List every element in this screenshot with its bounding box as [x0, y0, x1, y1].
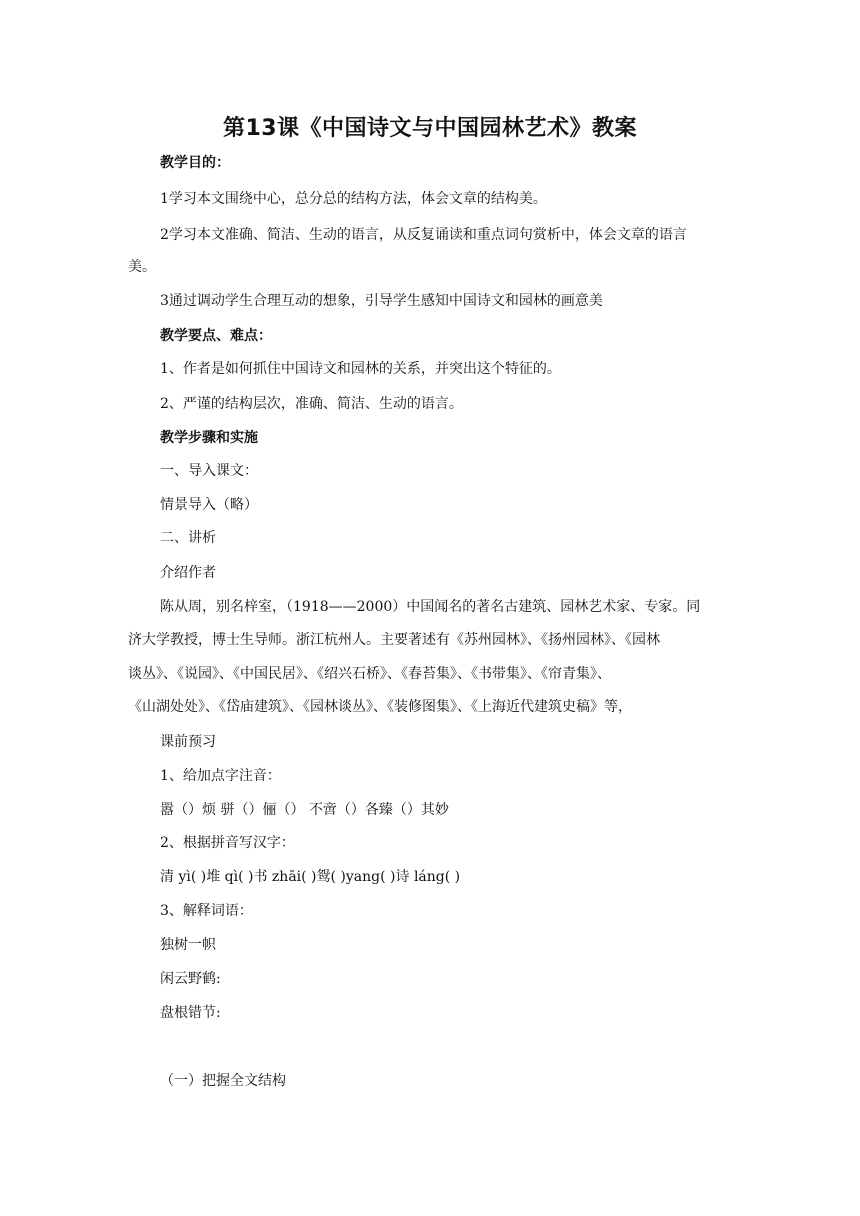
objective-3: 3通过调动学生合理互动的想象，引导学生感知中国诗文和园林的画意美: [160, 293, 603, 309]
steps-heading: 教学步骤和实施: [160, 430, 258, 446]
step-intro-detail: 情景导入（略）: [160, 497, 258, 513]
author-line-2: 济大学教授，博士生导师。浙江杭州人。主要著述有《苏州园林》、《扬州园林》、《园林: [128, 632, 660, 648]
key-point-1: 1、作者是如何抓住中国诗文和园林的关系，并突出这个特征的。: [160, 361, 561, 377]
preview-heading: 课前预习: [160, 734, 216, 750]
key-points-heading: 教学要点、难点：: [160, 328, 272, 344]
objective-2-line-2: 美。: [128, 259, 156, 275]
preview-1-items: 嚣（）烦 骈（）俪（） 不啻（）各臻（）其妙: [160, 802, 449, 818]
step-analysis: 二、讲析: [160, 530, 216, 546]
objective-1: 1学习本文围绕中心，总分总的结构方法，体会文章的结构美。: [160, 191, 547, 207]
author-heading: 介绍作者: [160, 565, 216, 581]
preview-2-items: 清 yì( )堆 qì( )书 zhāi( )鸳( )yang( )诗 láng( ): [160, 869, 461, 885]
term-3: 盘根错节:: [160, 1005, 221, 1021]
preview-1-heading: 1、给加点字注音：: [160, 768, 281, 784]
author-line-4: 《山湖处处》、《岱庙建筑》、《园林谈丛》、《装修图集》、《上海近代建筑史稿》等，: [128, 699, 632, 715]
term-2: 闲云野鹤:: [160, 971, 221, 987]
term-1: 独树一帜: [160, 937, 216, 953]
structure-heading: （一）把握全文结构: [160, 1073, 286, 1089]
author-line-3: 谈丛》、《说园》、《中国民居》、《绍兴石桥》、《春苔集》、《书带集》、《帘青集》、: [128, 666, 611, 682]
objective-2-line-1: 2学习本文准确、简洁、生动的语言，从反复诵读和重点词句赏析中，体会文章的语言: [160, 227, 687, 243]
key-point-2: 2、严谨的结构层次，准确、简洁、生动的语言。: [160, 396, 463, 412]
objectives-heading: 教学目的：: [160, 155, 230, 171]
author-line-1: 陈从周，别名梓室，（1918——2000）中国闻名的著名古建筑、园林艺术家、专家。同: [160, 599, 701, 615]
preview-3-heading: 3、解释词语：: [160, 903, 253, 919]
step-intro: 一、导入课文：: [160, 463, 258, 479]
preview-2-heading: 2、根据拼音写汉字：: [160, 835, 295, 851]
page-title: 第13课《中国诗文与中国园林艺术》教案: [222, 116, 638, 141]
